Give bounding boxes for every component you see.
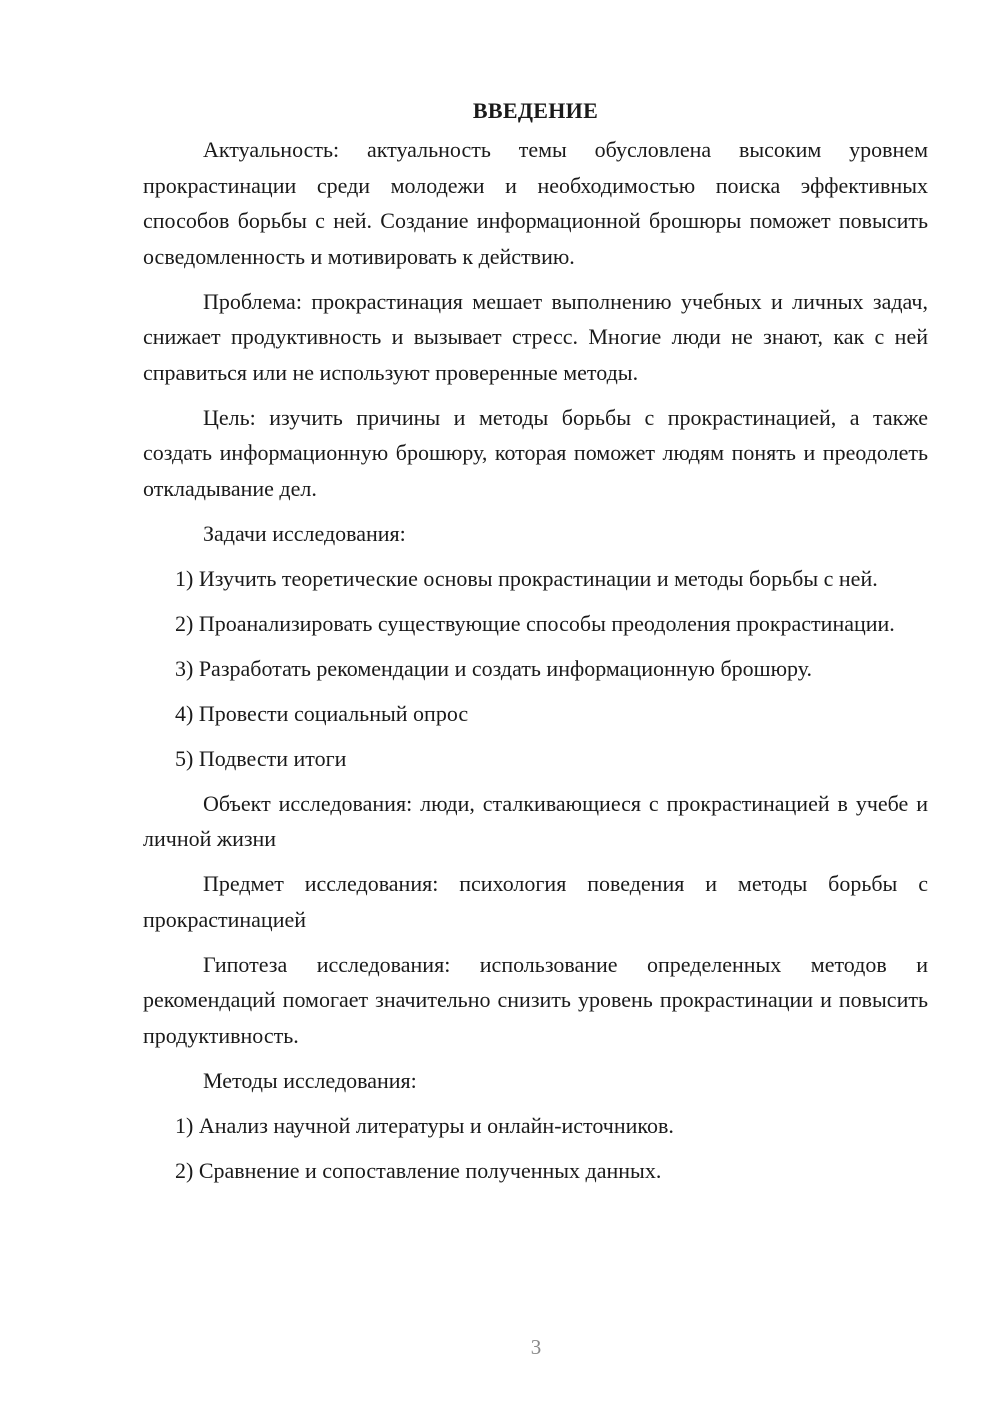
task-item-3: 3) Разработать рекомендации и создать информационную брошюру. [175, 655, 813, 681]
relevance-paragraph: Актуальность: актуальность темы обусловлена высоким уровнем прокрастинации среди молодежи и необходимостью поиска эффективных способов борьбы с ней. Создание информационной брошюры поможет повысить осведомленность и мотивировать к действию. [143, 137, 928, 269]
task-item-4: 4) Провести социальный опрос [175, 700, 469, 726]
tasks-title: Задачи исследования: [203, 520, 406, 546]
goal-paragraph: Цель: изучить причины и методы борьбы с прокрастинацией, а также создать информационную брошюру, которая поможет людям понять и преодолеть откладывание дел. [143, 404, 928, 501]
page-number: 3 [530, 1335, 542, 1359]
task-item-5: 5) Подвести итоги [175, 745, 347, 771]
task-item-2: 2) Проанализировать существующие способы преодоления прокрастинации. [175, 610, 895, 636]
methods-title: Методы исследования: [203, 1067, 417, 1093]
task-item-1: 1) Изучить теоретические основы прокрастинации и методы борьбы с ней. [175, 565, 878, 591]
problem-paragraph: Проблема: прокрастинация мешает выполнению учебных и личных задач, снижает продуктивность и вызывает стресс. Многие люди не знают, как с ней справиться или не используют проверенные методы. [143, 288, 928, 385]
section-heading: ВВЕДЕНИЕ [472, 98, 599, 123]
object-paragraph: Объект исследования: люди, сталкивающиеся с прокрастинацией в учебе и личной жизни [143, 790, 928, 851]
document-page [143, 96, 928, 1198]
hypothesis-paragraph: Гипотеза исследования: использование определенных методов и рекомендаций помогает значительно снизить уровень прокрастинации и повысить продуктивность. [143, 951, 928, 1048]
method-item-2: 2) Сравнение и сопоставление полученных данных. [175, 1157, 662, 1183]
method-item-1: 1) Анализ научной литературы и онлайн-источников. [175, 1112, 674, 1138]
subject-paragraph: Предмет исследования: психология поведения и методы борьбы с прокрастинацией [143, 871, 928, 932]
